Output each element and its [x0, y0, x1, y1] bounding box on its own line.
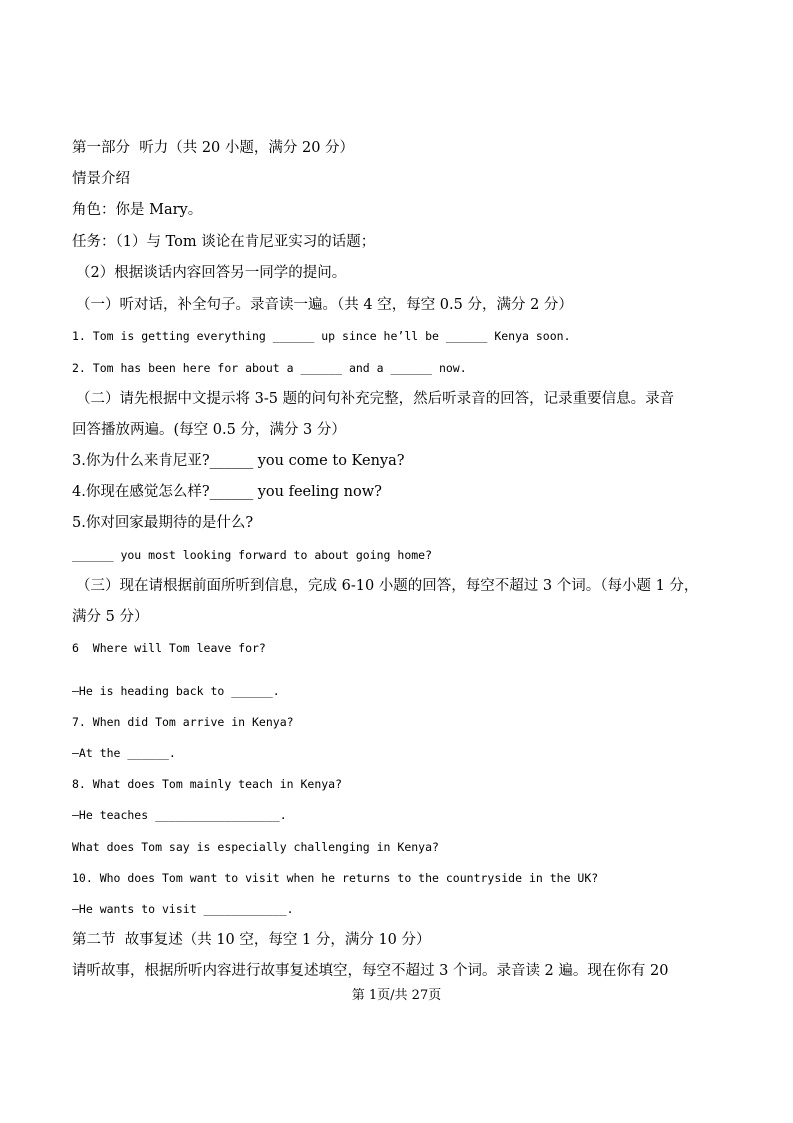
question-8: 8. What does Tom mainly teach in Kenya? — [72, 777, 343, 791]
part-two-instructions: 请听故事，根据所听内容进行故事复述填空，每空不超过 3 个词。录音读 2 遍。现在你有 20 — [72, 963, 669, 979]
section-two-heading: （二）请先根据中文提示将 3-5 题的问句补充完整，然后听录音的回答，记录重要信息。录音 — [76, 391, 675, 407]
question-3: 3.你为什么来肯尼亚?______ you come to Kenya? — [72, 453, 405, 469]
question-2: 2. Tom has been here for about a ______ and a ______ now. — [72, 361, 467, 375]
page-footer: 第 1页/共 27页 — [351, 988, 442, 1003]
part-one-heading: 第一部分 听力（共 20 小题，满分 20 分） — [72, 140, 355, 156]
section-three-heading: （三）现在请根据前面所听到信息，完成 6-10 小题的回答，每空不超过 3 个词。（每小题 1 分， — [76, 578, 699, 594]
question-1: 1. Tom is getting everything ______ up since he’ll be ______ Kenya soon. — [72, 329, 571, 343]
answer-7: —At the ______. — [72, 746, 176, 760]
question-6: 6 Where will Tom leave for? — [72, 641, 266, 655]
answer-8: —He teaches __________________. — [72, 808, 287, 822]
task-line-1: 任务：（1）与 Tom 谈论在肯尼亚实习的话题； — [72, 234, 376, 250]
question-5-prompt: 5.你对回家最期待的是什么? — [72, 515, 254, 531]
answer-10: —He wants to visit ____________. — [72, 902, 294, 916]
section-three-heading-cont: 满分 5 分） — [72, 609, 149, 625]
scenario-heading: 情景介绍 — [72, 171, 130, 187]
task-line-2: （2）根据谈话内容回答另一同学的提问。 — [76, 265, 347, 281]
question-9: What does Tom say is especially challenging in Kenya? — [72, 840, 439, 854]
section-one-heading: （一）听对话，补全句子。录音读一遍。（共 4 空，每空 0.5 分，满分 2 分） — [76, 297, 573, 313]
answer-6: —He is heading back to ______. — [72, 684, 280, 698]
part-two-heading: 第二节 故事复述（共 10 空，每空 1 分，满分 10 分） — [72, 932, 431, 948]
question-7: 7. When did Tom arrive in Kenya? — [72, 715, 294, 729]
question-10: 10. Who does Tom want to visit when he returns to the countryside in the UK? — [72, 871, 599, 885]
question-5: ______ you most looking forward to about going home? — [72, 548, 433, 562]
section-two-heading-cont: 回答播放两遍。(每空 0.5 分，满分 3 分） — [72, 422, 346, 438]
role-line: 角色：你是 Mary。 — [72, 202, 203, 218]
question-4: 4.你现在感觉怎么样?______ you feeling now? — [72, 484, 382, 500]
